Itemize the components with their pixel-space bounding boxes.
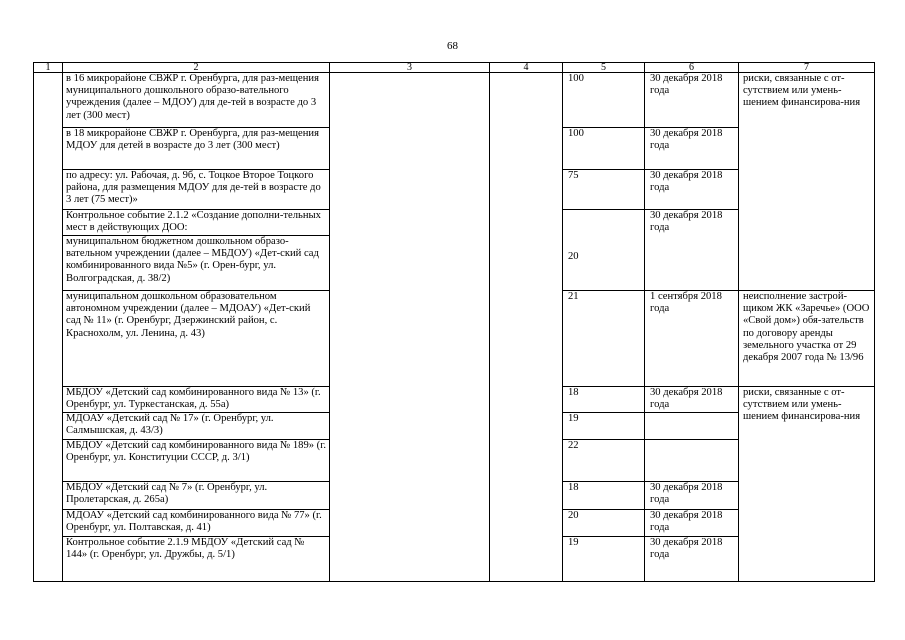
deadline-date: 30 декабря 2018 года: [645, 73, 739, 128]
risk-cell: риски, связанные с от-сутствием или умень-шением финансирова-ния: [739, 73, 875, 291]
event-description: МБДОУ «Детский сад комбинированного вида № 13» (г. Оренбург, ул. Туркестанская, д. 55а): [63, 387, 330, 413]
deadline-date: 30 декабря 2018 года: [645, 510, 739, 537]
places-count: 20: [568, 251, 579, 262]
event-description: в 18 микрорайоне СВЖР г. Оренбурга, для раз-мещения МДОУ для детей в возрасте до 3 лет (300 мест): [63, 128, 330, 170]
deadline-date: 30 декабря 2018 года: [645, 170, 739, 210]
deadline-date: [645, 413, 739, 440]
event-description: муниципальном бюджетном дошкольном образо-вательном учреждении (далее – МБДОУ) «Дет-ский сад комбинированного вида №5» (г. Орен-бург, ул. Волгоградская, д. 38/2): [63, 236, 330, 291]
places-count: 19: [563, 413, 645, 440]
column-header: 5: [563, 63, 645, 73]
deadline-date: 30 декабря 2018 года: [645, 537, 739, 582]
document-table: [33, 62, 875, 582]
deadline-date: 30 декабря 2018 года: [645, 482, 739, 510]
places-count: 22: [563, 440, 645, 482]
event-description: МДОАУ «Детский сад № 17» (г. Оренбург, ул. Салмышская, д. 43/3): [63, 413, 330, 440]
places-count: 20: [563, 510, 645, 537]
column-1-cell: [34, 73, 63, 582]
places-count: 100: [563, 73, 645, 128]
deadline-date: 1 сентября 2018 года: [645, 291, 739, 387]
places-count: 19: [563, 537, 645, 582]
event-description: МБДОУ «Детский сад комбинированного вида № 189» (г. Оренбург, ул. Конституции СССР, д. 3/1): [63, 440, 330, 482]
event-description: в 16 микрорайоне СВЖР г. Оренбурга, для раз-мещения муниципального дошкольного образо-вательного учреждения (далее – МДОУ) для де-тей в возрасте до 3 лет (300 мест): [63, 73, 330, 128]
column-3-cell: [330, 73, 490, 582]
places-count: 100: [563, 128, 645, 170]
places-count: 21: [563, 291, 645, 387]
event-description: по адресу: ул. Рабочая, д. 9б, с. Тоцкое Второе Тоцкого района, для размещения МДОУ для де-тей в возрасте до 3 лет (75 мест)»: [63, 170, 330, 210]
column-header: 2: [63, 63, 330, 73]
deadline-date: 30 декабря 2018 года: [645, 387, 739, 413]
column-4-cell: [490, 73, 563, 582]
column-header: 1: [34, 63, 63, 73]
event-description: муниципальном дошкольном образовательном автономном учреждении (далее – МДОАУ) «Дет-ский сад № 11» (г. Оренбург, Дзержинский район, с. Краснохолм, ул. Ленина, д. 43): [63, 291, 330, 387]
event-description: Контрольное событие 2.1.2 «Создание дополни-тельных мест в действующих ДОО:: [63, 210, 330, 236]
deadline-date: 30 декабря 2018 года: [645, 128, 739, 170]
column-header: 7: [739, 63, 875, 73]
places-count: 18: [563, 482, 645, 510]
deadline-date: 30 декабря 2018 года: [645, 210, 739, 291]
event-description: МДОАУ «Детский сад комбинированного вида № 77» (г. Оренбург, ул. Полтавская, д. 41): [63, 510, 330, 537]
table-row: [34, 73, 875, 128]
page-number: 68: [447, 40, 458, 52]
event-description: Контрольное событие 2.1.9 МБДОУ «Детский сад № 144» (г. Оренбург, ул. Дружбы, д. 5/1): [63, 537, 330, 582]
column-header: 6: [645, 63, 739, 73]
column-header: 3: [330, 63, 490, 73]
places-count: 75: [563, 170, 645, 210]
table-header-row: [34, 63, 875, 73]
risk-cell: риски, связанные с от-сутствием или умень-шением финансирова-ния: [739, 387, 875, 582]
places-count-cell: [563, 210, 645, 291]
column-header: 4: [490, 63, 563, 73]
event-description: МБДОУ «Детский сад № 7» (г. Оренбург, ул. Пролетарская, д. 265а): [63, 482, 330, 510]
places-count: 18: [563, 387, 645, 413]
deadline-date: [645, 440, 739, 482]
risk-cell: неисполнение застрой-щиком ЖК «Заречье» (ООО «Свой дом») обя-зательств по договору аренды земельного участка от 29 декабря 2007 года № 13/96: [739, 291, 875, 387]
